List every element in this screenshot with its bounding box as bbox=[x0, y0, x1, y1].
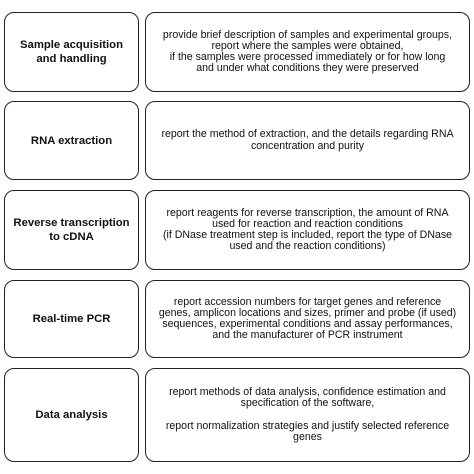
step-title-box bbox=[4, 280, 139, 358]
step-description-box bbox=[145, 12, 470, 92]
step-description: provide brief description of samples and experimental groups, report where the samples were obtained, if the samples were processed immediately or for how long and under what conditions they were preserved bbox=[162, 28, 453, 75]
step-description: report accession numbers for target genes and reference genes, amplicon locations and sizes, primer and probe (if used) sequences, experimental conditions and assay performances, and the manufacturer of PCR instrument bbox=[158, 295, 457, 342]
step-title-box bbox=[4, 12, 139, 92]
step-title: Sample acquisition and handling bbox=[20, 39, 123, 65]
step-title: Real-time PCR bbox=[32, 313, 111, 325]
step-title-box bbox=[4, 190, 139, 270]
step-description-box bbox=[145, 101, 470, 180]
step-title: RNA extraction bbox=[30, 134, 113, 147]
step-description: report methods of data analysis, confidence estimation and specification of the software, report normalization strategies and justify selected reference genes bbox=[165, 385, 450, 443]
step-description: report the method of extraction, and the details regarding RNA concentration and purity bbox=[161, 128, 454, 152]
step-title-box bbox=[4, 101, 139, 180]
step-description-box bbox=[145, 190, 470, 270]
step-description-box bbox=[145, 280, 470, 358]
step-description-box bbox=[145, 368, 470, 462]
step-title: Reverse transcription to cDNA bbox=[13, 217, 130, 243]
step-title-box bbox=[4, 368, 139, 462]
step-description: report reagents for reverse transcription, the amount of RNA used for reaction and reaction conditions (if DNase treatment step is included, report the type of DNase used and the reaction conditions) bbox=[162, 206, 453, 253]
step-title: Data analysis bbox=[35, 409, 108, 421]
